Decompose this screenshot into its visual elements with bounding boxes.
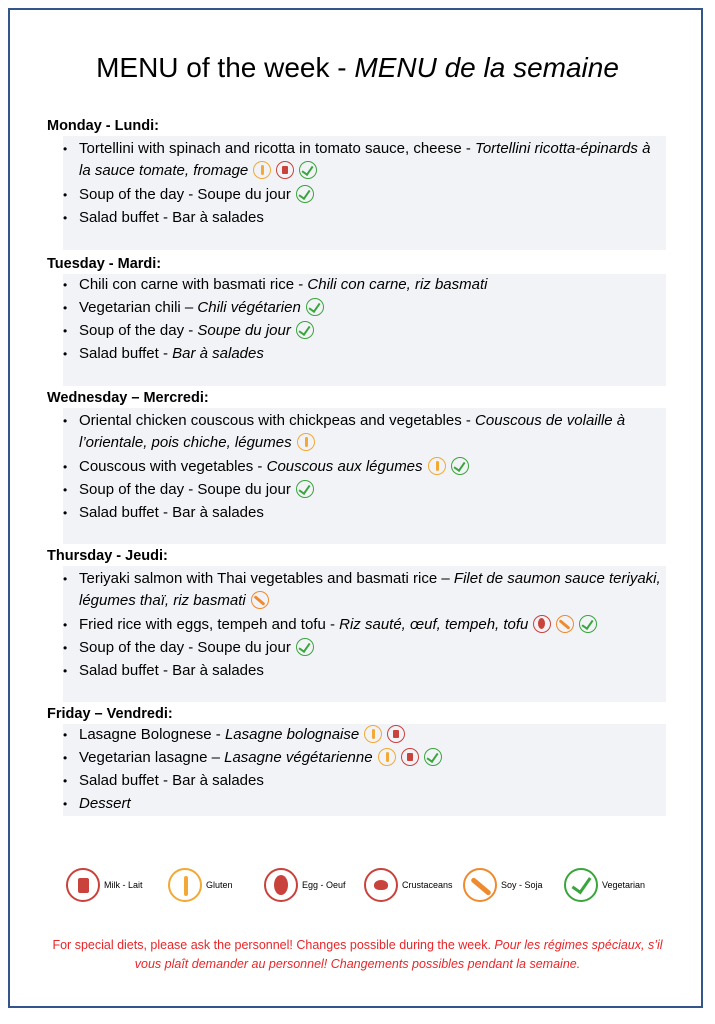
list-item: • Tortellini with spinach and ricotta in tomato sauce, cheese - Tortellini ricotta-épinards à la sauce tomate, fromage [63, 140, 651, 179]
vegetarian-icon [296, 638, 314, 656]
milk-icon [276, 161, 294, 179]
allergen-legend: Milk - Lait Gluten Egg - Oeuf Crustaceans Soy - Soja Vegetarian [0, 868, 715, 908]
gluten-icon [428, 457, 446, 475]
milk-icon [401, 748, 419, 766]
gluten-icon [297, 433, 315, 451]
day-heading: Thursday - Jeudi: [47, 548, 168, 564]
vegetarian-icon [564, 868, 598, 902]
vegetarian-icon [296, 480, 314, 498]
special-diets-note: For special diets, please ask the personnel! Changes possible during the week. Pour les régimes spéciaux, s’il vous plaît demander au personnel! Changements possibles pendant la semaine. [52, 938, 663, 971]
gluten-icon [253, 161, 271, 179]
day-heading: Friday – Vendredi: [47, 706, 173, 722]
soy-icon [463, 868, 497, 902]
vegetarian-icon [579, 615, 597, 633]
gluten-icon [364, 725, 382, 743]
vegetarian-icon [306, 298, 324, 316]
vegetarian-icon [451, 457, 469, 475]
list-item: • Teriyaki salmon with Thai vegetables and basmati rice – Filet de saumon sauce teriyaki, légumes thaï, riz basmati [63, 570, 661, 609]
page-title: MENU of the week - MENU de la semaine [96, 52, 619, 83]
list-item: • Oriental chicken couscous with chickpeas and vegetables - Couscous de volaille à l’orientale, pois chiche, légumes [63, 412, 626, 451]
vegetarian-icon [296, 321, 314, 339]
crustaceans-icon [364, 868, 398, 902]
day-heading: Monday - Lundi: [47, 118, 159, 134]
milk-icon [66, 868, 100, 902]
soy-icon [556, 615, 574, 633]
gluten-icon [168, 868, 202, 902]
soy-icon [251, 591, 269, 609]
day-heading: Tuesday - Mardi: [47, 256, 162, 272]
egg-icon [533, 615, 551, 633]
vegetarian-icon [299, 161, 317, 179]
vegetarian-icon [296, 185, 314, 203]
egg-icon [264, 868, 298, 902]
day-heading: Wednesday – Mercredi: [47, 390, 209, 406]
gluten-icon [378, 748, 396, 766]
vegetarian-icon [424, 748, 442, 766]
milk-icon [387, 725, 405, 743]
